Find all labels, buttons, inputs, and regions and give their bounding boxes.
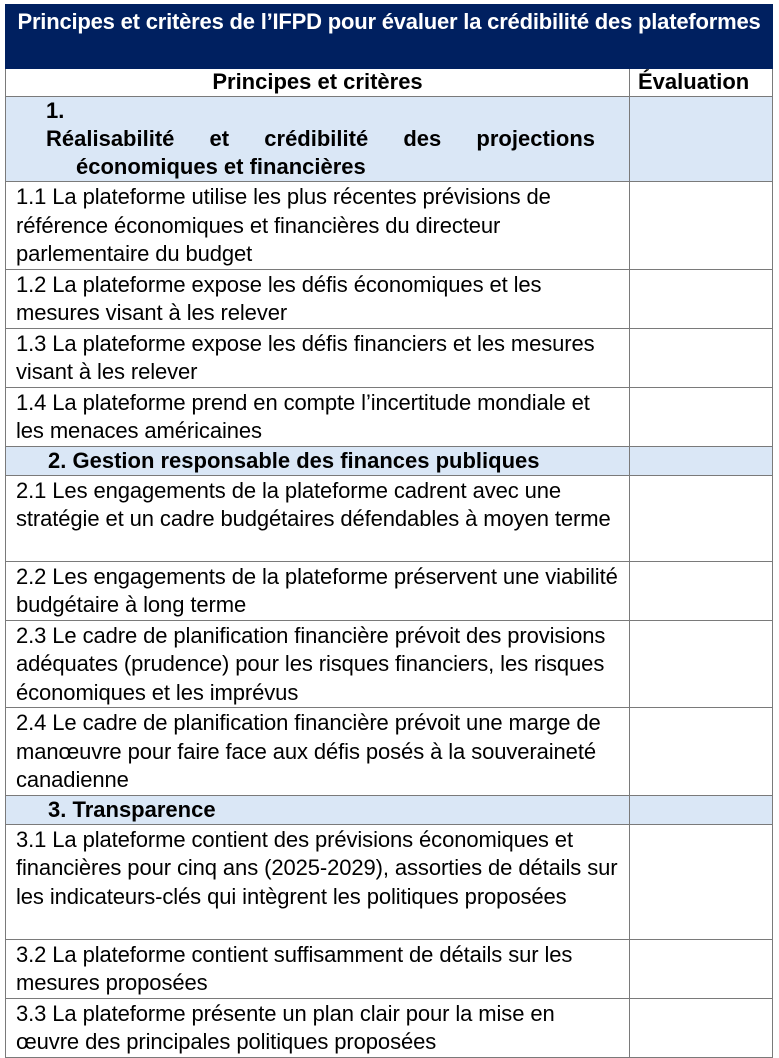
section-1-heading [6, 97, 630, 182]
section-row [6, 795, 773, 824]
section-number: 1. [46, 98, 65, 123]
criterion-text: 2.4 Le cadre de planification financière prévoit une marge de manœuvre pour faire face aux défis posés à la souveraineté canadienne [6, 708, 630, 796]
table-row [6, 387, 773, 446]
criterion-text: 3.2 La plateforme contient suffisamment de détails sur les mesures proposées [6, 939, 630, 998]
table-row [6, 939, 773, 998]
section-title: Gestion responsable des finances publiques [72, 447, 540, 473]
criterion-text: 2.2 Les engagements de la plateforme préservent une viabilité budgétaire à long terme [6, 561, 630, 620]
evaluation-cell[interactable] [630, 328, 773, 387]
table-row [6, 269, 773, 328]
section-title-line1: Réalisabilité et crédibilité des projections [46, 126, 595, 151]
criterion-text: 3.3 La plateforme présente un plan clair pour la mise en œuvre des principales politiques proposées [6, 998, 630, 1057]
criterion-text: 1.3 La plateforme expose les défis financiers et les mesures visant à les relever [6, 328, 630, 387]
evaluation-cell[interactable] [630, 182, 773, 270]
evaluation-cell[interactable] [630, 475, 773, 561]
criteria-table [5, 4, 773, 1058]
section-evaluation-cell [630, 795, 773, 824]
section-2-heading [6, 446, 630, 475]
table-row [6, 328, 773, 387]
section-row [6, 446, 773, 475]
criterion-text: 3.1 La plateforme contient des prévisions économiques et financières pour cinq ans (2025-2029), assorties de détails sur les indicateurs-clés qui intègrent les politiques proposées [6, 824, 630, 939]
criterion-text: 2.1 Les engagements de la plateforme cadrent avec une stratégie et un cadre budgétaires défendables à moyen terme [6, 475, 630, 561]
section-title: Transparence [72, 796, 216, 822]
section-evaluation-cell [630, 446, 773, 475]
criterion-text: 1.4 La plateforme prend en compte l’incertitude mondiale et les menaces américaines [6, 387, 630, 446]
section-number: 2. [48, 447, 67, 473]
title-row [6, 5, 773, 69]
table-row [6, 998, 773, 1057]
section-title-line2: économiques et financières [76, 154, 366, 179]
table-row [6, 708, 773, 796]
section-evaluation-cell [630, 97, 773, 182]
evaluation-cell[interactable] [630, 824, 773, 939]
table-row [6, 561, 773, 620]
evaluation-cell[interactable] [630, 620, 773, 708]
table-title: Principes et critères de l’IFPD pour évaluer la crédibilité des plateformes [6, 5, 773, 69]
table-row [6, 475, 773, 561]
section-3-heading [6, 795, 630, 824]
evaluation-cell[interactable] [630, 939, 773, 998]
evaluation-cell[interactable] [630, 269, 773, 328]
evaluation-cell[interactable] [630, 998, 773, 1057]
evaluation-cell[interactable] [630, 387, 773, 446]
column-header-criteria: Principes et critères [6, 69, 630, 97]
column-header-evaluation: Évaluation [630, 69, 773, 97]
criterion-text: 1.1 La plateforme utilise les plus récentes prévisions de référence économiques et financières du directeur parlementaire du budget [6, 182, 630, 270]
section-number: 3. [48, 796, 67, 822]
criterion-text: 2.3 Le cadre de planification financière prévoit des provisions adéquates (prudence) pour les risques financiers, les risques économiques et les imprévus [6, 620, 630, 708]
table-row [6, 620, 773, 708]
table-row [6, 824, 773, 939]
evaluation-cell[interactable] [630, 561, 773, 620]
evaluation-cell[interactable] [630, 708, 773, 796]
section-row [6, 97, 773, 182]
table-row [6, 182, 773, 270]
header-row [6, 69, 773, 97]
criterion-text: 1.2 La plateforme expose les défis économiques et les mesures visant à les relever [6, 269, 630, 328]
